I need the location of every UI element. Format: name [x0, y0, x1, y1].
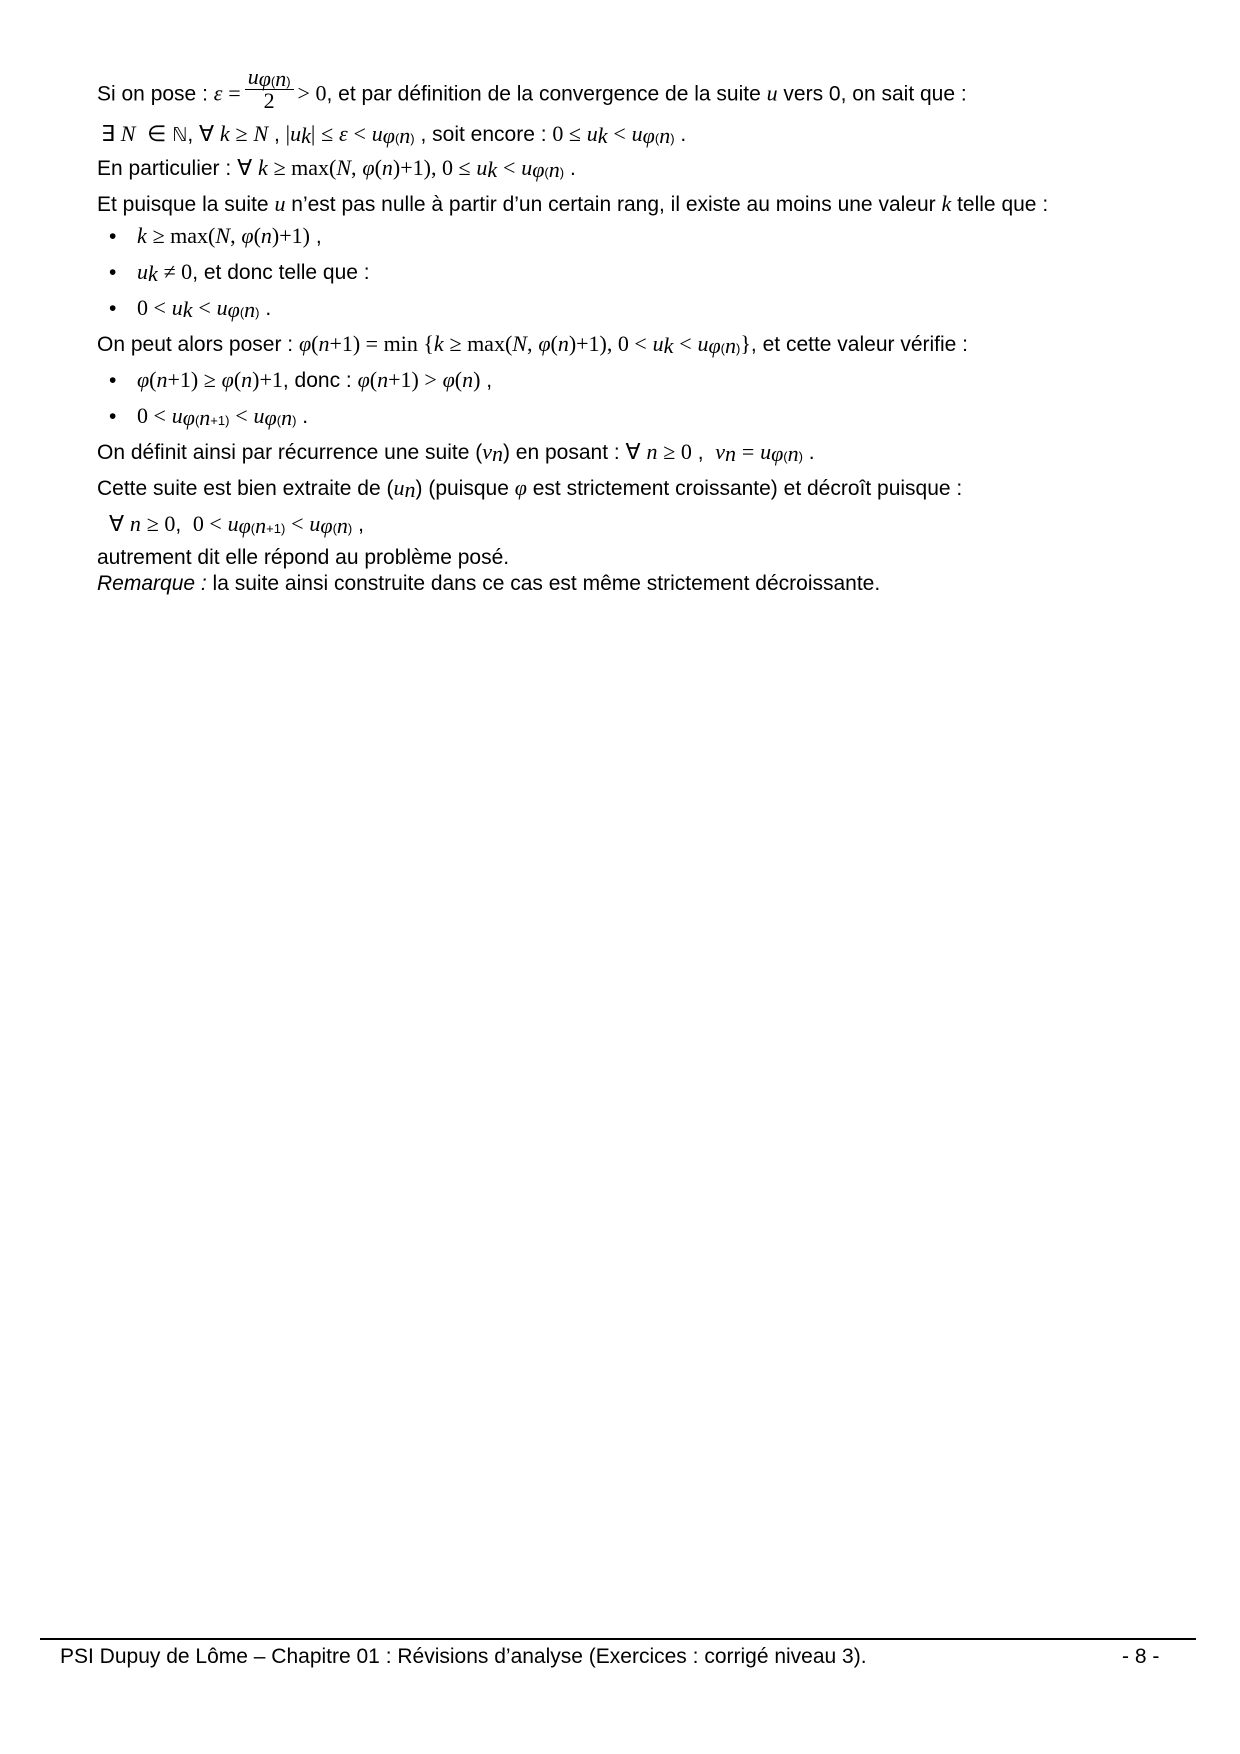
line-decroissance: ∀ n ≥ 0, $0 < u_{\varphi(n+1)} < u_{\varphi(n)}$ ,: [109, 511, 364, 538]
remark-label: Remarque :: [97, 572, 207, 595]
bullet-item: • k ≥ max(N, φ(n)+1) ,: [109, 223, 322, 248]
line-en-particulier: En particulier : ∀ k ≥ max(N, φ(n)+1), $0 \le u_k < u_{\varphi(n)}$ .: [97, 155, 576, 182]
bullet-item: • $u_k \ne 0$, et donc telle que :: [109, 259, 370, 286]
fraction: $\frac{u_{\varphi(n)}}{2}$: [245, 66, 294, 112]
line-epsilon-definition: Si on pose : ε = $\frac{u_{\varphi(n)}}{2}$ > 0, et par définition de la convergence de la suite u vers 0, on sait que :: [97, 64, 967, 113]
line-on-peut: On peut alors poser : φ(n+1) = min {k ≥ max(N, φ(n)+1), $0 < u_k < u_{\varphi(n)}$}, et cette valeur vérifie :: [97, 331, 969, 358]
page-number: - 8 -: [1122, 1645, 1160, 1668]
line-conclusion: autrement dit elle répond au problème posé.: [97, 546, 510, 569]
line-cette-suite: Cette suite est bien extraite de $(u_n)$ (puisque φ est strictement croissante) et décroît puisque :: [97, 475, 963, 502]
bullet-item: • $0 < u_{\varphi(n+1)} < u_{\varphi(n)}$ .: [109, 403, 309, 430]
remark: [97, 566, 880, 602]
remark-text: la suite ainsi construite dans ce cas est même strictement décroissante.: [206, 572, 881, 595]
bullet-item: • $0 < u_k < u_{\varphi(n)}$ .: [109, 295, 272, 322]
footer-title: PSI Dupuy de Lôme – Chapitre 01 : Révisions d’analyse (Exercices : corrigé niveau 3).: [60, 1645, 867, 1668]
line-puisque: Et puisque la suite u n’est pas nulle à partir d’un certain rang, il existe au moins une valeur k telle que :: [97, 191, 1049, 216]
line-convergence: ∃ N ∈ ℕ, ∀ k ≥ N , $|u_k| \le \varepsilon < u_{\varphi(n)}$ , soit encore : $0 \le u_k < u_{\varphi(n)}$ .: [101, 121, 687, 148]
bullet-item: • φ(n+1) ≥ φ(n)+1, donc : φ(n+1) > φ(n) ,: [109, 367, 493, 392]
line-on-definit: On définit ainsi par récurrence une suite $(v_n)$ en posant : ∀ n ≥ 0 , $v_n = u_{\varphi(n)}$ .: [97, 439, 815, 466]
footer-divider: [40, 1638, 1196, 1640]
